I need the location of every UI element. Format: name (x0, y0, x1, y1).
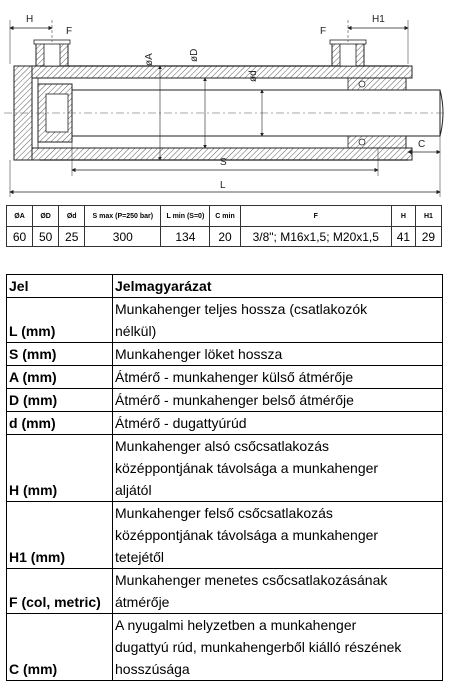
spec-value-cell: 25 (59, 227, 85, 247)
legend-row (7, 343, 443, 366)
spec-header-cell: L min (S=0) (161, 206, 210, 227)
spec-header-cell: F (240, 206, 391, 227)
dim-F-right-label: F (320, 26, 327, 37)
legend-header-desc: Jelmagyarázat (113, 275, 443, 298)
legend-desc (113, 389, 443, 412)
legend-jel: d (mm) (7, 412, 113, 435)
dim-F-left-label: F (66, 26, 73, 37)
legend-desc-line: Átmérő - dugattyúrúd (115, 415, 247, 431)
spec-header-row (7, 206, 442, 227)
legend-jel: L (mm) (7, 298, 113, 343)
spec-value-row (7, 227, 442, 247)
dim-H-label: H (26, 14, 34, 25)
legend-desc-line: Munkahenger menetes csőcsatlakozásának (115, 572, 388, 588)
legend-desc (113, 569, 443, 614)
spec-value-cell: 3/8"; M16x1,5; M20x1,5 (240, 227, 391, 247)
legend-header-row (7, 275, 443, 298)
dim-S-label: S (220, 157, 227, 168)
legend-row (7, 569, 443, 614)
dim-C-label: C (418, 139, 426, 150)
spec-header-cell: ØD (33, 206, 59, 227)
legend-desc-line: középpontjának távolsága a munkahenger (115, 460, 379, 476)
spec-value-cell: 41 (391, 227, 415, 247)
legend-desc (113, 412, 443, 435)
spec-table (6, 205, 442, 247)
spec-value-cell: 50 (33, 227, 59, 247)
spec-header-cell: S max (P=250 bar) (85, 206, 161, 227)
cylinder-drawing (0, 0, 450, 200)
legend-desc (113, 298, 443, 343)
dim-D-label: øD (189, 48, 200, 62)
dim-A-label: øA (144, 53, 155, 66)
legend-desc-line: nélkül) (115, 323, 157, 339)
legend-desc-line: hosszúsága (115, 661, 190, 677)
legend-row (7, 412, 443, 435)
dim-L-label: L (220, 180, 226, 191)
legend-jel: D (mm) (7, 389, 113, 412)
spec-header-cell: ØA (7, 206, 33, 227)
legend-desc-line: Munkahenger löket hossza (115, 346, 283, 362)
legend-header-jel: Jel (7, 275, 113, 298)
spec-header-cell: H1 (415, 206, 441, 227)
legend-desc-line: dugattyú rúd, munkahengerből kiálló részének (115, 639, 402, 655)
spec-value-cell: 300 (85, 227, 161, 247)
spec-header-cell: Ød (59, 206, 85, 227)
legend-row (7, 435, 443, 502)
legend-desc (113, 435, 443, 502)
dim-C (408, 136, 440, 158)
legend-desc-line: átmérője (115, 594, 170, 610)
legend-desc-line: aljától (115, 482, 152, 498)
dim-d-label: ød (248, 70, 259, 82)
legend-row (7, 366, 443, 389)
legend-row (7, 614, 443, 681)
legend-desc-line: Átmérő - munkahenger külső átmérője (115, 369, 354, 385)
top-port (330, 40, 366, 66)
legend-jel: A (mm) (7, 366, 113, 389)
legend-desc-line: Átmérő - munkahenger belső átmérője (115, 392, 354, 408)
legend-desc (113, 502, 443, 569)
legend-desc-line: Munkahenger teljes hossza (csatlakozók (115, 301, 368, 317)
legend-desc-line: középpontjának távolsága a munkahenger (115, 527, 379, 543)
spec-value-cell: 60 (7, 227, 33, 247)
legend-row (7, 502, 443, 569)
legend-desc (113, 614, 443, 681)
dim-H1-label: H1 (372, 14, 385, 25)
legend-desc (113, 343, 443, 366)
legend-desc-line: A nyugalmi helyzetben a munkahenger (115, 617, 357, 633)
legend-desc (113, 366, 443, 389)
bottom-port (34, 40, 70, 66)
legend-jel: H (mm) (7, 435, 113, 502)
legend-jel: F (col, metric) (7, 569, 113, 614)
legend-desc-line: Munkahenger alsó csőcsatlakozás (115, 438, 330, 454)
legend-desc-line: tetejétől (115, 549, 165, 565)
legend-row (7, 389, 443, 412)
spec-value-cell: 134 (161, 227, 210, 247)
spec-value-cell: 29 (415, 227, 441, 247)
legend-desc-line: Munkahenger felső csőcsatlakozás (115, 505, 333, 521)
legend-jel: H1 (mm) (7, 502, 113, 569)
legend-jel: S (mm) (7, 343, 113, 366)
legend-jel: C (mm) (7, 614, 113, 681)
spec-header-cell: C min (210, 206, 240, 227)
spec-value-cell: 20 (210, 227, 240, 247)
legend-row (7, 298, 443, 343)
spec-header-cell: H (391, 206, 415, 227)
legend-table (6, 274, 443, 681)
